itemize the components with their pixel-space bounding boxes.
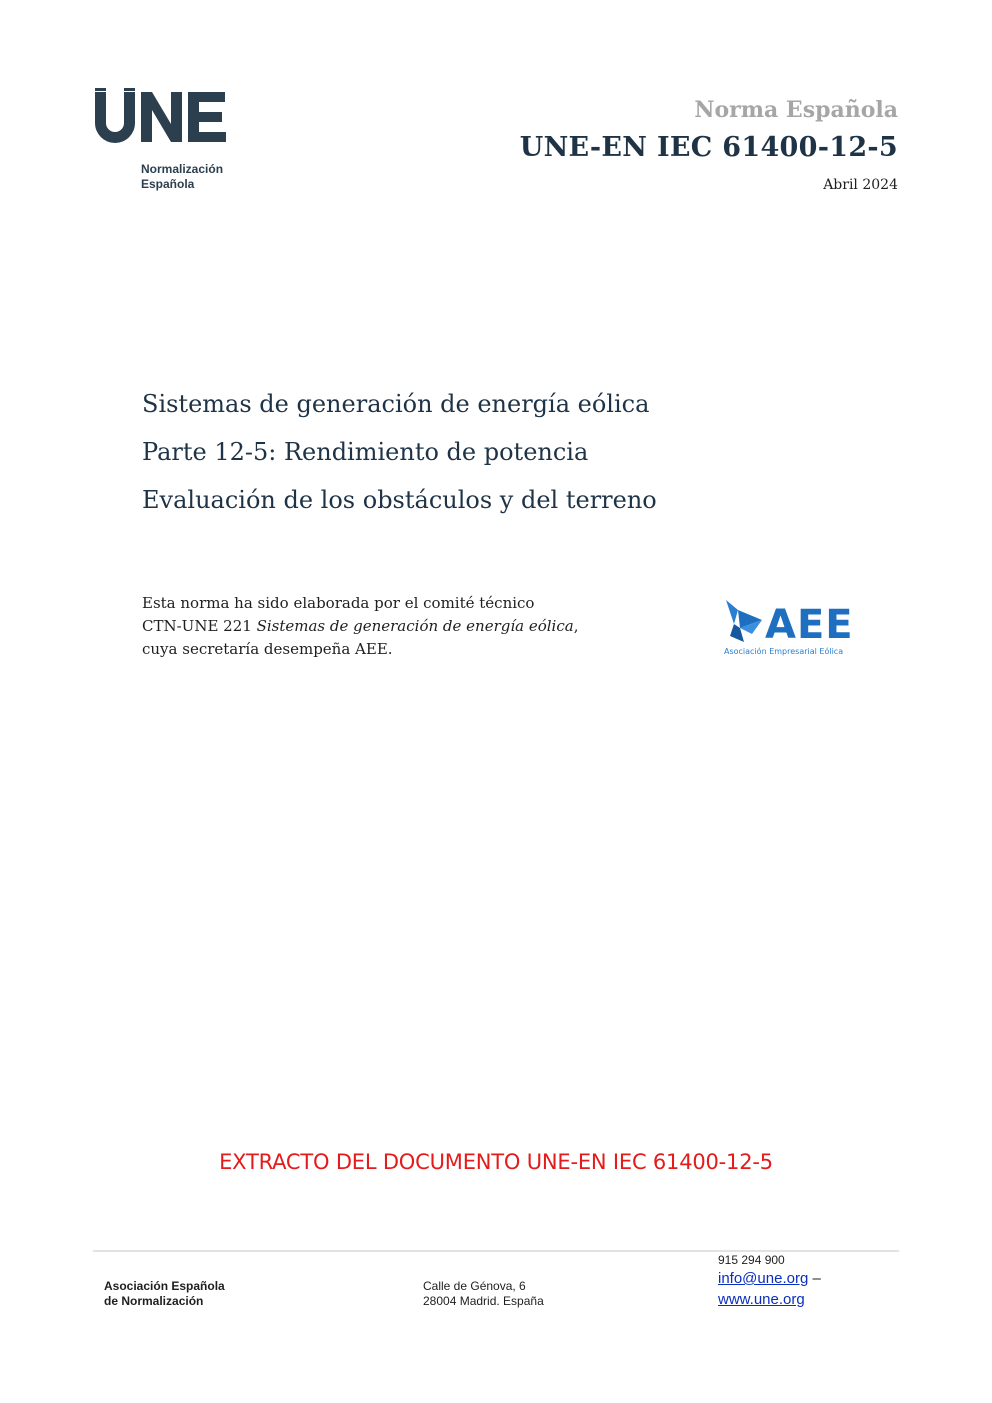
footer-phone: 915 294 900 <box>718 1253 785 1267</box>
title-line3: Evaluación de los obstáculos y del terreno <box>142 486 657 514</box>
footer-email-row <box>718 1270 821 1287</box>
document-title <box>142 386 657 530</box>
footer-address <box>423 1279 544 1309</box>
committee-name: Sistemas de generación de energía eólica <box>256 617 574 635</box>
committee-comma: , <box>573 617 579 635</box>
aee-logo-subtitle: Asociación Empresarial Eólica <box>724 647 844 656</box>
footer-website-link[interactable]: www.une.org <box>718 1291 805 1308</box>
footer-email-suffix: – <box>808 1270 821 1287</box>
une-subtitle-line2: Española <box>141 177 195 191</box>
committee-statement <box>142 592 682 661</box>
footer-divider <box>93 1250 899 1252</box>
title-line2: Parte 12-5: Rendimiento de potencia <box>142 438 589 466</box>
committee-code: CTN-UNE 221 <box>142 617 257 635</box>
une-logo-subtitle <box>141 162 223 192</box>
footer-org-line2: de Normalización <box>104 1294 204 1308</box>
footer-address-line2: 28004 Madrid. España <box>423 1294 544 1308</box>
footer-email-link[interactable]: info@une.org <box>718 1270 809 1287</box>
aee-logo-text: AEE <box>765 602 854 648</box>
une-subtitle-line1: Normalización <box>141 162 224 176</box>
footer-address-line1: Calle de Génova, 6 <box>423 1279 526 1293</box>
footer-org-line1: Asociación Española <box>104 1279 225 1293</box>
committee-line1: Esta norma ha sido elaborada por el comité técnico <box>142 594 535 612</box>
extract-notice: EXTRACTO DEL DOCUMENTO UNE-EN IEC 61400-12-5 <box>219 1150 773 1174</box>
publication-date: Abril 2024 <box>823 177 898 193</box>
standard-code: UNE-EN IEC 61400-12-5 <box>519 132 898 163</box>
committee-line2 <box>142 615 682 638</box>
footer-website-row <box>718 1291 805 1308</box>
committee-line3: cuya secretaría desempeña AEE. <box>142 640 393 658</box>
une-logo-mark <box>93 88 233 148</box>
norma-label: Norma Española <box>694 97 898 123</box>
footer-organization <box>104 1279 225 1309</box>
title-line1: Sistemas de generación de energía eólica <box>142 390 650 418</box>
